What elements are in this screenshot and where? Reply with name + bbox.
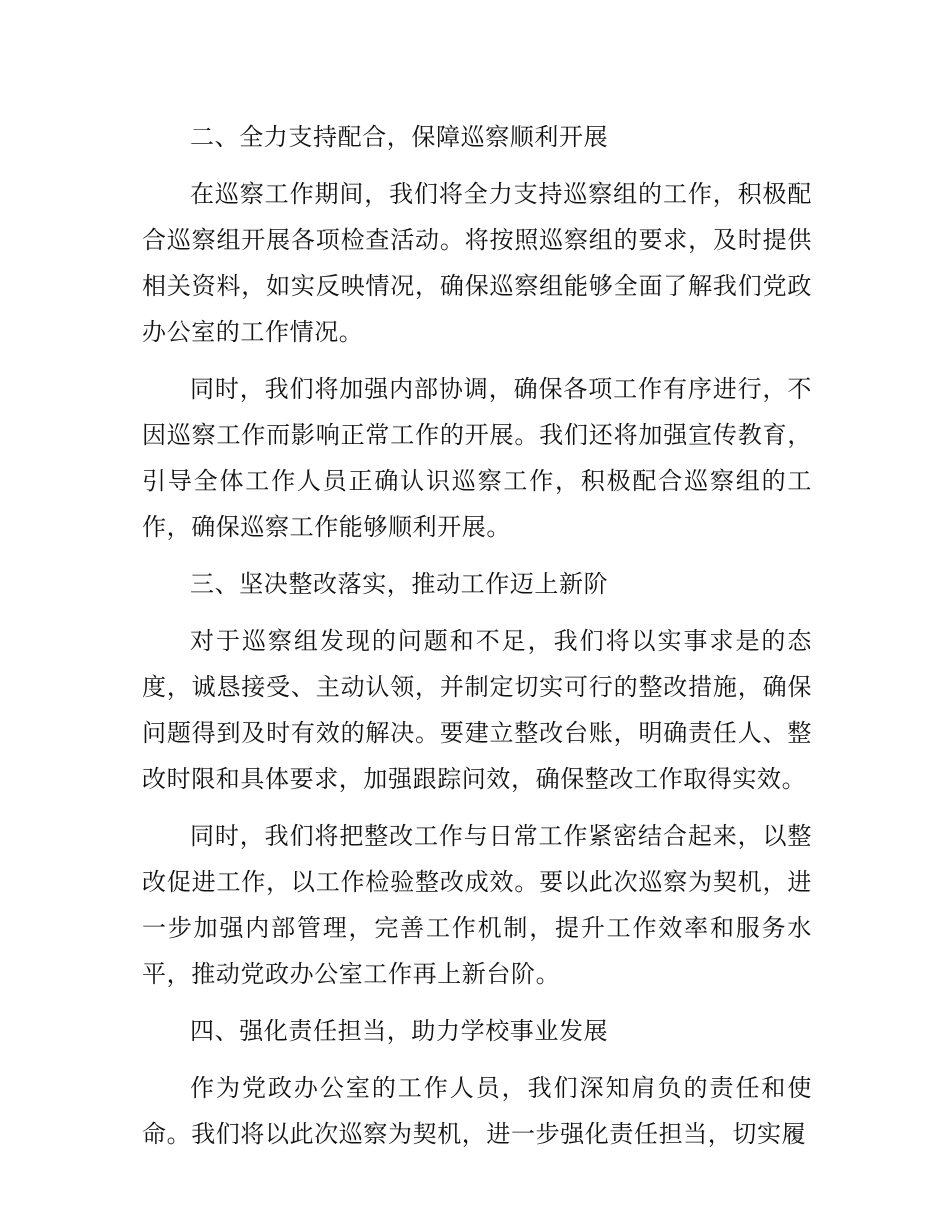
section-heading-4: 四、强化责任担当，助力学校事业发展 — [190, 1017, 609, 1045]
paragraph: 作为党政办公室的工作人员，我们深知肩负的责任和使命。我们将以此次巡察为契机，进一步强化责任担当，切实履 — [142, 1074, 812, 1148]
section-heading-2: 二、全力支持配合，保障巡察顺利开展 — [190, 123, 609, 151]
document-body — [142, 114, 812, 1168]
paragraph: 同时，我们将加强内部协调，确保各项工作有序进行，不因巡察工作而影响正常工作的开展。我们还将加强宣传教育，引导全体工作人员正确认识巡察工作，积极配合巡察组的工作，确保巡察工作能够顺利开展。 — [142, 375, 812, 541]
paragraph: 同时，我们将把整改工作与日常工作紧密结合起来，以整改促进工作，以工作检验整改成效。要以此次巡察为契机，进一步加强内部管理，完善工作机制，提升工作效率和服务水平，推动党政办公室工作再上新台阶。 — [142, 822, 812, 988]
section-heading-3: 三、坚决整改落实，推动工作迈上新阶 — [190, 570, 609, 598]
paragraph: 对于巡察组发现的问题和不足，我们将以实事求是的态度，诚恳接受、主动认领，并制定切实可行的整改措施，确保问题得到及时有效的解决。要建立整改台账，明确责任人、整改时限和具体要求，加强跟踪问效，确保整改工作取得实效。 — [142, 627, 812, 793]
paragraph: 在巡察工作期间，我们将全力支持巡察组的工作，积极配合巡察组开展各项检查活动。将按照巡察组的要求，及时提供相关资料，如实反映情况，确保巡察组能够全面了解我们党政办公室的工作情况。 — [142, 180, 812, 346]
